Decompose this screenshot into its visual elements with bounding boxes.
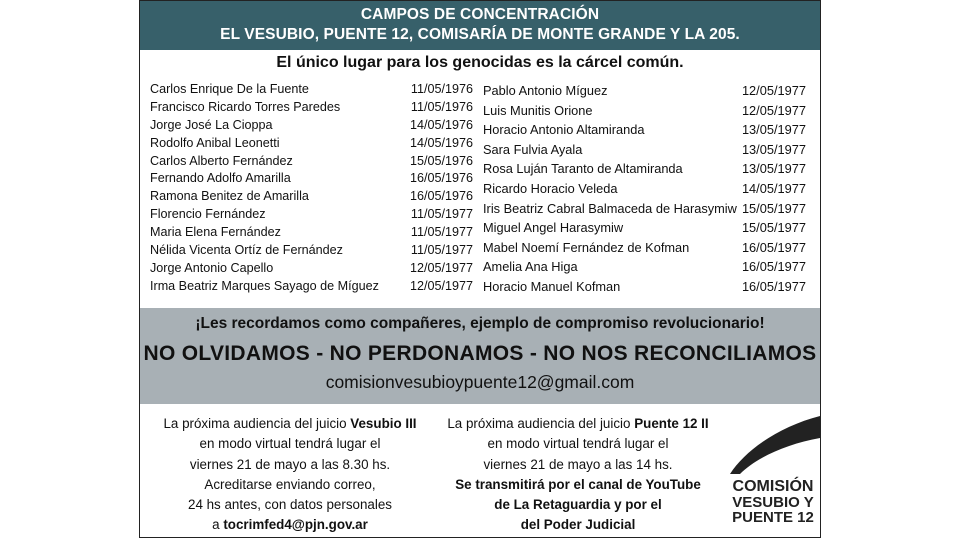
list-item	[483, 238, 806, 258]
logo-swoosh-icon	[726, 414, 820, 476]
victim-name: Carlos Enrique De la Fuente	[150, 82, 309, 96]
victim-date: 15/05/1977	[741, 220, 806, 236]
victim-name: Sara Fulvia Ayala	[483, 141, 583, 157]
list-item	[150, 99, 473, 117]
victims-list-right	[483, 81, 806, 300]
victim-date: 15/05/1977	[741, 200, 806, 216]
subtitle: El único lugar para los genocidas es la cárcel común.	[276, 54, 684, 71]
remember-text: ¡Les recordamos como compañeres, ejemplo de compromiso revolucionario!	[195, 315, 765, 332]
broadcast-text: Se transmitirá por el canal de YouTube	[455, 476, 701, 492]
victim-date: 16/05/1977	[741, 259, 806, 275]
victims-lists	[140, 81, 820, 300]
victim-name: Miguel Angel Harasymiw	[483, 220, 624, 236]
list-item	[150, 242, 473, 260]
hearing-text: Acreditarse enviando correo,	[204, 476, 376, 492]
list-item	[150, 188, 473, 206]
victim-date: 11/05/1977	[410, 243, 473, 258]
victim-name: Nélida Vicenta Ortíz de Fernández	[150, 243, 343, 258]
victim-name: Irma Beatriz Marques Sayago de Míguez	[150, 278, 379, 293]
victim-date: 12/05/1977	[409, 278, 473, 293]
victim-date: 12/05/1977	[409, 260, 473, 275]
hearing-puente12-notice	[440, 414, 716, 536]
list-item	[150, 135, 473, 153]
trial-name: Vesubio III	[350, 416, 417, 431]
victim-date: 16/05/1976	[409, 189, 473, 204]
broadcast-text: de La Retaguardia y por el	[494, 497, 662, 513]
victim-name: Horacio Antonio Altamiranda	[483, 122, 645, 138]
victim-date: 11/05/1976	[410, 82, 473, 96]
victim-date: 14/05/1976	[409, 117, 473, 132]
memorial-notice	[139, 0, 821, 538]
list-item	[483, 218, 806, 238]
hearing-text: La próxima audiencia del juicio	[163, 416, 351, 431]
list-item	[483, 257, 806, 277]
trial-name: Puente 12 II	[634, 416, 709, 431]
victim-name: Francisco Ricardo Torres Paredes	[150, 99, 341, 114]
slogan-text: NO OLVIDAMOS - NO PERDONAMOS - NO NOS RECONCILIAMOS	[143, 342, 817, 365]
list-item	[483, 199, 806, 219]
victim-name: Horacio Manuel Kofman	[483, 278, 621, 294]
victim-name: Ricardo Horacio Veleda	[483, 180, 618, 196]
victim-name: Jorge Antonio Capello	[150, 260, 274, 275]
list-item	[150, 224, 473, 242]
list-item	[150, 260, 473, 278]
logo-line: COMISIÓN	[732, 478, 814, 495]
hearing-text: La próxima audiencia del juicio	[447, 416, 635, 431]
header-title: CAMPOS DE CONCENTRACIÓN	[360, 6, 600, 23]
victims-list-left	[150, 81, 483, 300]
hearing-vesubio-notice	[142, 414, 438, 536]
list-item	[483, 159, 806, 179]
victim-date: 11/05/1977	[410, 207, 473, 222]
header-places: EL VESUBIO, PUENTE 12, COMISARÍA DE MONTE GRANDE Y LA 205.	[220, 26, 740, 43]
logo-text	[726, 479, 820, 526]
victim-name: Carlos Alberto Fernández	[150, 153, 293, 168]
victim-name: Ramona Benitez de Amarilla	[150, 189, 309, 204]
list-item	[150, 206, 473, 224]
hearing-date: viernes 21 de mayo a las 8.30 hs.	[189, 456, 391, 472]
slogan-banner	[140, 308, 820, 404]
victim-name: Pablo Antonio Míguez	[483, 83, 608, 98]
header	[140, 1, 820, 50]
logo-line: VESUBIO Y	[732, 493, 814, 511]
victim-date: 16/05/1977	[741, 239, 806, 255]
victim-date: 11/05/1976	[410, 99, 473, 114]
victim-name: Mabel Noemí Fernández de Kofman	[483, 239, 690, 255]
victim-date: 13/05/1977	[741, 141, 806, 157]
list-item	[150, 117, 473, 135]
logo-line: PUENTE 12	[732, 509, 814, 526]
hearing-date: viernes 21 de mayo a las 14 hs.	[483, 456, 673, 472]
list-item	[483, 140, 806, 160]
hearing-text: 24 hs antes, con datos personales	[188, 497, 392, 513]
hearing-text: a	[212, 517, 224, 533]
victim-date: 13/05/1977	[741, 161, 806, 177]
victim-name: Jorge José La Cioppa	[150, 117, 273, 132]
list-item	[483, 81, 806, 101]
list-item	[483, 101, 806, 121]
list-item	[150, 81, 473, 99]
victim-date: 12/05/1977	[741, 102, 806, 118]
hearing-text: en modo virtual tendrá lugar el	[199, 436, 381, 452]
court-email: tocrimfed4@pjn.gov.ar	[223, 517, 368, 533]
list-item	[483, 277, 806, 297]
victim-name: Rodolfo Anibal Leonetti	[150, 135, 280, 150]
victim-name: Luis Munitis Orione	[483, 102, 593, 118]
victim-name: Amelia Ana Higa	[483, 259, 578, 275]
contact-email: comisionvesubioypuente12@gmail.com	[325, 372, 635, 392]
broadcast-text: del Poder Judicial	[520, 517, 636, 533]
victim-name: Fernando Adolfo Amarilla	[150, 171, 291, 186]
victim-name: Rosa Luján Taranto de Altamiranda	[483, 161, 683, 177]
victim-date: 14/05/1976	[409, 135, 473, 150]
victim-date: 16/05/1977	[741, 278, 806, 294]
list-item	[150, 170, 473, 188]
victim-date: 11/05/1977	[410, 225, 473, 240]
victim-date: 15/05/1976	[409, 153, 473, 168]
hearings-section	[140, 404, 820, 538]
list-item	[150, 153, 473, 171]
victim-name: Iris Beatriz Cabral Balmaceda de Harasymiw	[483, 200, 737, 216]
victim-name: Maria Elena Fernández	[150, 225, 281, 240]
list-item	[483, 120, 806, 140]
victim-date: 12/05/1977	[741, 83, 806, 98]
victim-name: Florencio Fernández	[150, 207, 266, 222]
comision-logo	[726, 404, 820, 538]
victim-date: 14/05/1977	[741, 180, 806, 196]
victim-date: 13/05/1977	[741, 122, 806, 138]
hearing-text: en modo virtual tendrá lugar el	[487, 436, 669, 452]
list-item	[483, 179, 806, 199]
list-item	[150, 278, 473, 296]
victim-date: 16/05/1976	[409, 171, 473, 186]
